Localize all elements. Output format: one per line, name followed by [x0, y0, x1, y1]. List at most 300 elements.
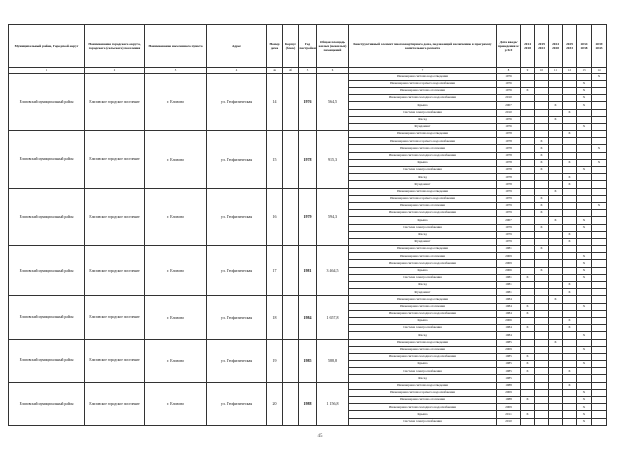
period-mark-cell: X	[577, 87, 592, 94]
period-mark-cell	[549, 87, 563, 94]
header-settlement: Наименование городского округа, городского (сельского) поселения	[85, 25, 145, 68]
street-cell: ул. Геофизическая	[207, 296, 267, 339]
period-mark-cell	[549, 167, 563, 174]
area-cell: 1 156,8	[317, 382, 349, 425]
period-mark-cell	[549, 332, 563, 339]
settlement-cell: Елизовское городское поселение	[85, 246, 145, 296]
block-cell	[283, 73, 299, 131]
period-mark-cell	[521, 339, 535, 346]
period-mark-cell	[549, 361, 563, 368]
element-date-cell: 2006	[497, 317, 521, 324]
period-mark-cell	[521, 260, 535, 267]
period-mark-cell	[563, 224, 577, 231]
period-mark-cell	[535, 217, 549, 224]
street-cell: ул. Геофизическая	[207, 188, 267, 246]
table-row	[9, 131, 607, 138]
locality-cell: г. Елизово	[145, 73, 207, 131]
element-date-cell: 2009	[497, 253, 521, 260]
period-mark-cell	[592, 361, 607, 368]
block-cell	[283, 131, 299, 189]
period-mark-cell	[521, 382, 535, 389]
period-mark-cell	[535, 404, 549, 411]
element-name-cell: Инженерная система водоотведения	[349, 73, 497, 80]
element-name-cell: Фасад	[349, 375, 497, 382]
house-number-cell: 19	[267, 339, 283, 382]
period-mark-cell	[563, 116, 577, 123]
period-mark-cell	[592, 346, 607, 353]
period-mark-cell	[577, 339, 592, 346]
period-mark-cell	[549, 389, 563, 396]
element-name-cell: Инженерная система отопления	[349, 303, 497, 310]
period-mark-cell	[563, 411, 577, 418]
header-block: Корпус (блок)	[283, 25, 299, 68]
period-mark-cell	[549, 346, 563, 353]
column-number: 12	[563, 68, 577, 74]
element-date-cell: 1979	[497, 188, 521, 195]
element-date-cell: 1981	[497, 274, 521, 281]
element-name-cell: Инженерная система отопления	[349, 253, 497, 260]
header-area: Общая площадь жилых (нежилых) помещений	[317, 25, 349, 68]
table-row	[9, 382, 607, 389]
element-name-cell: Система электроснабжения	[349, 325, 497, 332]
period-mark-cell: X	[592, 73, 607, 80]
period-mark-cell	[592, 217, 607, 224]
element-name-cell: Фундамент	[349, 181, 497, 188]
element-name-cell: Инженерная система отопления	[349, 397, 497, 404]
element-date-cell: 2010	[497, 109, 521, 116]
period-mark-cell	[549, 80, 563, 87]
element-date-cell: 1979	[497, 202, 521, 209]
period-mark-cell	[592, 231, 607, 238]
element-name-cell: Инженерная система отопления	[349, 145, 497, 152]
period-mark-cell	[592, 95, 607, 102]
period-mark-cell: X	[577, 123, 592, 130]
element-name-cell: Фасад	[349, 332, 497, 339]
period-mark-cell	[592, 282, 607, 289]
element-name-cell: Фасад	[349, 231, 497, 238]
period-mark-cell: X	[577, 274, 592, 281]
period-mark-cell	[535, 361, 549, 368]
period-mark-cell	[549, 73, 563, 80]
period-mark-cell: X	[521, 353, 535, 360]
settlement-cell: Елизовское городское поселение	[85, 131, 145, 189]
locality-cell: г. Елизово	[145, 188, 207, 246]
period-mark-cell	[577, 159, 592, 166]
period-mark-cell: X	[535, 202, 549, 209]
column-number: 2	[85, 68, 145, 74]
period-mark-cell	[521, 188, 535, 195]
table-row	[9, 296, 607, 303]
locality-cell: г. Елизово	[145, 339, 207, 382]
element-date-cell: 1976	[497, 73, 521, 80]
period-mark-cell	[563, 73, 577, 80]
district-cell: Елизовский муниципальный район	[9, 339, 85, 382]
period-mark-cell	[535, 123, 549, 130]
element-name-cell: Крыша	[349, 159, 497, 166]
year-built-cell: 1985	[299, 339, 317, 382]
block-cell	[283, 382, 299, 425]
period-mark-cell	[592, 116, 607, 123]
period-mark-cell	[549, 382, 563, 389]
period-mark-cell	[577, 317, 592, 324]
period-mark-cell	[535, 382, 549, 389]
element-date-cell: 1984	[497, 310, 521, 317]
period-mark-cell: X	[521, 368, 535, 375]
period-mark-cell	[577, 138, 592, 145]
period-mark-cell	[521, 346, 535, 353]
element-name-cell: Инженерная система холодного водоснабжения	[349, 210, 497, 217]
element-name-cell: Фасад	[349, 282, 497, 289]
period-mark-cell	[592, 317, 607, 324]
house-number-cell: 16	[267, 188, 283, 246]
element-date-cell: 2011	[497, 411, 521, 418]
period-mark-cell	[535, 282, 549, 289]
period-mark-cell	[563, 274, 577, 281]
district-cell: Елизовский муниципальный район	[9, 131, 85, 189]
period-mark-cell	[549, 231, 563, 238]
period-mark-cell	[521, 418, 535, 425]
period-mark-cell: X	[521, 397, 535, 404]
period-mark-cell	[592, 368, 607, 375]
period-mark-cell	[577, 238, 592, 245]
element-date-cell: 1979	[497, 195, 521, 202]
period-mark-cell: X	[563, 181, 577, 188]
period-mark-cell	[535, 253, 549, 260]
element-date-cell: 1976	[497, 80, 521, 87]
period-mark-cell	[592, 339, 607, 346]
period-mark-cell: X	[577, 404, 592, 411]
period-mark-cell	[549, 375, 563, 382]
element-name-cell: Инженерная система горячего водоснабжения	[349, 195, 497, 202]
element-name-cell: Инженерная система водоотведения	[349, 339, 497, 346]
period-mark-cell	[549, 123, 563, 130]
element-date-cell: 2006	[497, 267, 521, 274]
period-mark-cell: X	[535, 210, 549, 217]
element-date-cell: 1979	[497, 231, 521, 238]
period-mark-cell	[549, 267, 563, 274]
period-mark-cell: X	[577, 346, 592, 353]
period-mark-cell	[592, 404, 607, 411]
element-date-cell: 1976	[497, 116, 521, 123]
column-number: 4	[207, 68, 267, 74]
period-mark-cell	[549, 325, 563, 332]
period-mark-cell: X	[521, 274, 535, 281]
period-mark-cell	[535, 397, 549, 404]
period-mark-cell: X	[563, 174, 577, 181]
period-mark-cell	[549, 282, 563, 289]
period-mark-cell	[521, 296, 535, 303]
period-mark-cell	[535, 274, 549, 281]
period-mark-cell	[592, 246, 607, 253]
period-mark-cell	[563, 346, 577, 353]
period-mark-cell	[592, 224, 607, 231]
period-mark-cell	[521, 131, 535, 138]
period-mark-cell	[549, 303, 563, 310]
period-mark-cell: X	[535, 195, 549, 202]
element-date-cell: 1981	[497, 282, 521, 289]
header-locality: Наименование населенного пункта	[145, 25, 207, 68]
header-period: 2034 2038	[577, 25, 592, 68]
period-mark-cell	[535, 188, 549, 195]
district-cell: Елизовский муниципальный район	[9, 73, 85, 131]
year-built-cell: 1984	[299, 296, 317, 339]
settlement-cell: Елизовское городское поселение	[85, 296, 145, 339]
element-name-cell: Инженерная система холодного водоснабжения	[349, 404, 497, 411]
period-mark-cell	[535, 231, 549, 238]
element-date-cell: 1981	[497, 289, 521, 296]
period-mark-cell	[521, 167, 535, 174]
period-mark-cell	[521, 289, 535, 296]
element-name-cell: Крыша	[349, 102, 497, 109]
element-date-cell: 2010	[497, 95, 521, 102]
period-mark-cell	[563, 375, 577, 382]
period-mark-cell	[535, 181, 549, 188]
period-mark-cell	[563, 123, 577, 130]
period-mark-cell	[577, 296, 592, 303]
period-mark-cell	[563, 253, 577, 260]
period-mark-cell	[521, 138, 535, 145]
block-cell	[283, 339, 299, 382]
district-cell: Елизовский муниципальный район	[9, 246, 85, 296]
period-mark-cell	[563, 195, 577, 202]
element-date-cell: 2007	[497, 102, 521, 109]
period-mark-cell	[563, 167, 577, 174]
period-mark-cell: X	[577, 397, 592, 404]
element-date-cell: 1984	[497, 296, 521, 303]
period-mark-cell	[521, 210, 535, 217]
period-mark-cell: X	[563, 317, 577, 324]
locality-cell: г. Елизово	[145, 131, 207, 189]
period-mark-cell	[549, 289, 563, 296]
period-mark-cell: X	[535, 246, 549, 253]
period-mark-cell	[535, 332, 549, 339]
header-period: 2029 2033	[563, 25, 577, 68]
period-mark-cell	[521, 224, 535, 231]
period-mark-cell	[549, 411, 563, 418]
header-district: Муниципальный район, Городской округ	[9, 25, 85, 68]
period-mark-cell: X	[577, 361, 592, 368]
period-mark-cell: X	[563, 231, 577, 238]
period-mark-cell	[592, 87, 607, 94]
period-mark-cell	[535, 131, 549, 138]
period-mark-cell	[592, 181, 607, 188]
locality-cell: г. Елизово	[145, 296, 207, 339]
element-date-cell: 1978	[497, 152, 521, 159]
period-mark-cell	[535, 80, 549, 87]
period-mark-cell	[577, 202, 592, 209]
period-mark-cell	[549, 246, 563, 253]
column-number: 14	[592, 68, 607, 74]
element-date-cell: 1981	[497, 246, 521, 253]
period-mark-cell	[563, 267, 577, 274]
period-mark-cell	[535, 317, 549, 324]
period-mark-cell: X	[577, 102, 592, 109]
period-mark-cell	[535, 289, 549, 296]
period-mark-cell: X	[592, 145, 607, 152]
period-mark-cell	[549, 224, 563, 231]
element-name-cell: Фундамент	[349, 123, 497, 130]
period-mark-cell	[535, 375, 549, 382]
period-mark-cell	[521, 246, 535, 253]
element-date-cell: 1985	[497, 339, 521, 346]
period-mark-cell	[577, 109, 592, 116]
period-mark-cell	[549, 95, 563, 102]
period-mark-cell	[592, 102, 607, 109]
period-mark-cell	[549, 202, 563, 209]
period-mark-cell	[563, 80, 577, 87]
header-year-built: Год постройки	[299, 25, 317, 68]
period-mark-cell	[592, 325, 607, 332]
element-name-cell: Инженерная система водоотведения	[349, 382, 497, 389]
period-mark-cell: X	[577, 418, 592, 425]
period-mark-cell: X	[549, 188, 563, 195]
element-name-cell: Инженерная система холодного водоснабжения	[349, 95, 497, 102]
block-cell	[283, 188, 299, 246]
period-mark-cell: X	[563, 382, 577, 389]
element-date-cell: 2009	[497, 260, 521, 267]
period-mark-cell: X	[549, 217, 563, 224]
element-date-cell: 1976	[497, 87, 521, 94]
element-date-cell: 1988	[497, 397, 521, 404]
period-mark-cell	[535, 260, 549, 267]
column-number: 11	[549, 68, 563, 74]
period-mark-cell	[521, 159, 535, 166]
period-mark-cell	[535, 116, 549, 123]
period-mark-cell	[521, 267, 535, 274]
period-mark-cell: X	[577, 260, 592, 267]
period-mark-cell	[563, 361, 577, 368]
period-mark-cell	[549, 210, 563, 217]
element-date-cell: 1978	[497, 131, 521, 138]
period-mark-cell	[535, 109, 549, 116]
period-mark-cell	[577, 181, 592, 188]
period-mark-cell	[521, 375, 535, 382]
element-date-cell: 1985	[497, 375, 521, 382]
element-name-cell: Система электроснабжения	[349, 224, 497, 231]
district-cell: Елизовский муниципальный район	[9, 188, 85, 246]
period-mark-cell	[549, 181, 563, 188]
element-name-cell: Инженерная система водоотведения	[349, 246, 497, 253]
table-row	[9, 73, 607, 80]
period-mark-cell	[563, 202, 577, 209]
period-mark-cell	[563, 102, 577, 109]
period-mark-cell	[563, 339, 577, 346]
element-name-cell: Инженерная система отопления	[349, 87, 497, 94]
period-mark-cell	[521, 404, 535, 411]
period-mark-cell	[592, 353, 607, 360]
period-mark-cell	[577, 195, 592, 202]
header-period: 2024 2028	[549, 25, 563, 68]
year-built-cell: 1979	[299, 188, 317, 246]
district-cell: Елизовский муниципальный район	[9, 382, 85, 425]
period-mark-cell: X	[563, 238, 577, 245]
period-mark-cell	[521, 95, 535, 102]
period-mark-cell: X	[535, 152, 549, 159]
element-name-cell: Инженерная система горячего водоснабжения	[349, 80, 497, 87]
period-mark-cell	[592, 397, 607, 404]
element-name-cell: Инженерная система горячего водоснабжения	[349, 389, 497, 396]
period-mark-cell	[563, 418, 577, 425]
element-date-cell: 1979	[497, 210, 521, 217]
year-built-cell: 1978	[299, 131, 317, 189]
period-mark-cell: X	[577, 303, 592, 310]
period-mark-cell	[592, 253, 607, 260]
period-mark-cell	[577, 174, 592, 181]
element-name-cell: Инженерная система холодного водоснабжения	[349, 152, 497, 159]
element-date-cell: 1985	[497, 368, 521, 375]
period-mark-cell	[535, 368, 549, 375]
element-date-cell: 1988	[497, 382, 521, 389]
period-mark-cell	[577, 368, 592, 375]
period-mark-cell	[592, 123, 607, 130]
table-row	[9, 246, 607, 253]
period-mark-cell	[563, 138, 577, 145]
period-mark-cell	[549, 353, 563, 360]
period-mark-cell	[549, 159, 563, 166]
table-row	[9, 188, 607, 195]
element-name-cell: Система электроснабжения	[349, 109, 497, 116]
period-mark-cell	[535, 325, 549, 332]
period-mark-cell	[563, 145, 577, 152]
period-mark-cell	[592, 138, 607, 145]
area-cell: 588,8	[317, 339, 349, 382]
period-mark-cell	[563, 332, 577, 339]
element-date-cell: 1985	[497, 353, 521, 360]
element-name-cell: Инженерная система водоотведения	[349, 188, 497, 195]
period-mark-cell: X	[549, 116, 563, 123]
period-mark-cell: X	[563, 109, 577, 116]
period-mark-cell	[592, 109, 607, 116]
area-cell: 1 657,8	[317, 296, 349, 339]
column-number: 5	[299, 68, 317, 74]
period-mark-cell	[521, 145, 535, 152]
period-mark-cell	[577, 188, 592, 195]
column-number: 8	[497, 68, 521, 74]
period-mark-cell: X	[577, 267, 592, 274]
element-name-cell: Инженерная система холодного водоснабжения	[349, 310, 497, 317]
settlement-cell: Елизовское городское поселение	[85, 339, 145, 382]
period-mark-cell	[549, 253, 563, 260]
element-name-cell: Инженерная система отопления	[349, 346, 497, 353]
period-mark-cell	[577, 73, 592, 80]
period-mark-cell	[521, 389, 535, 396]
page-number: 45	[317, 434, 323, 439]
element-name-cell: Инженерная система холодного водоснабжения	[349, 260, 497, 267]
element-name-cell: Инженерная система отопления	[349, 202, 497, 209]
period-mark-cell	[577, 353, 592, 360]
column-number: 10	[535, 68, 549, 74]
element-name-cell: Инженерная система водоотведения	[349, 131, 497, 138]
period-mark-cell: X	[563, 282, 577, 289]
element-name-cell: Система электроснабжения	[349, 274, 497, 281]
period-mark-cell	[521, 73, 535, 80]
period-mark-cell	[592, 411, 607, 418]
column-number: 4б	[283, 68, 299, 74]
period-mark-cell	[535, 353, 549, 360]
table-body	[9, 73, 607, 425]
period-mark-cell	[592, 389, 607, 396]
house-number-cell: 17	[267, 246, 283, 296]
year-built-cell: 1976	[299, 73, 317, 131]
period-mark-cell	[592, 289, 607, 296]
block-cell	[283, 296, 299, 339]
element-date-cell: 1979	[497, 224, 521, 231]
period-mark-cell	[549, 195, 563, 202]
district-cell: Елизовский муниципальный район	[9, 296, 85, 339]
house-number-cell: 20	[267, 382, 283, 425]
period-mark-cell	[592, 260, 607, 267]
period-mark-cell	[592, 267, 607, 274]
